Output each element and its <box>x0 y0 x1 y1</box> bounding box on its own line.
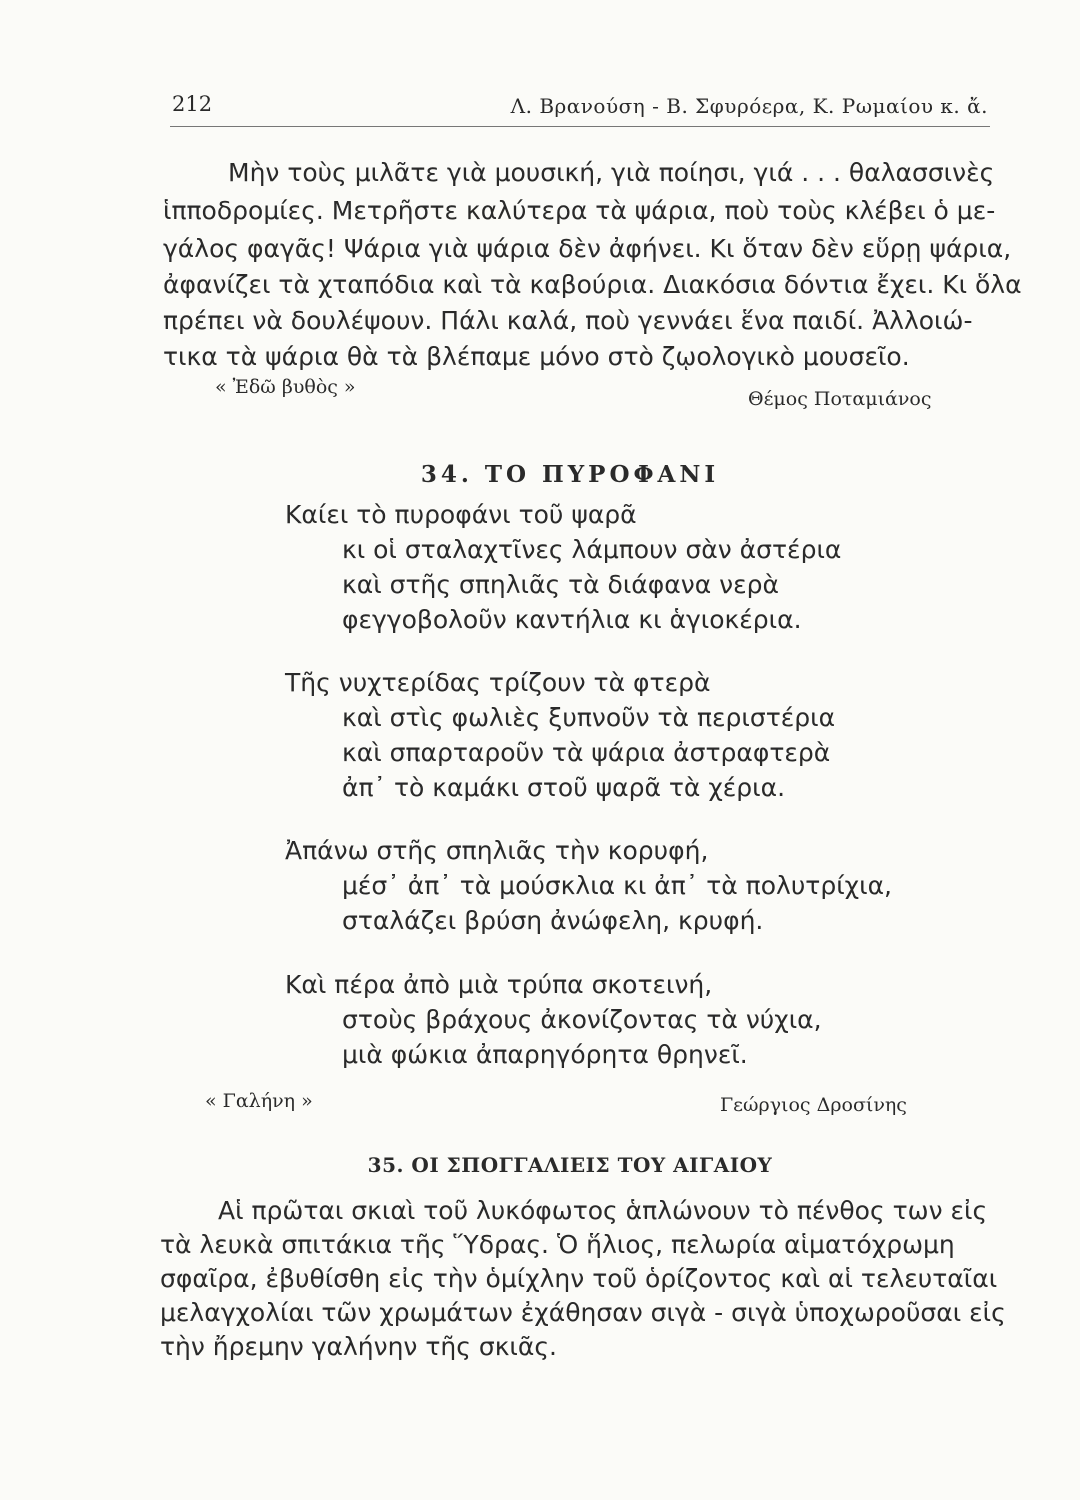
verse-line: φεγγοβολοῦν καντήλια κι ἁγιοκέρια. <box>342 605 802 634</box>
prose-line: σφαῖρα, ἐβυθίσθη εἰς τὴν ὁμίχλην τοῦ ὁρίζοντος καὶ αἱ τελευταῖαι <box>160 1264 998 1293</box>
running-title: Λ. Βρανούση - Β. Σφυρόερα, Κ. Ρωμαίου κ. ἄ. <box>510 94 988 118</box>
source-title: « Γαλήνη » <box>205 1090 313 1112</box>
section-heading: 35. ΟΙ ΣΠΟΓΓΑΛΙΕΙΣ ΤΟΥ ΑΙΓΑΙΟΥ <box>367 1153 773 1177</box>
verse-line: καὶ στῆς σπηλιᾶς τὰ διάφανα νερὰ <box>342 570 779 599</box>
prose-line: τὰ λευκὰ σπιτάκια τῆς Ὕδρας. Ὁ ἥλιος, πελωρία αἱματόχρωμη <box>160 1230 955 1259</box>
verse-line: μιὰ φώκια ἀπαρηγόρητα θρηνεῖ. <box>342 1040 748 1069</box>
verse-line: μέσ᾿ ἀπ᾿ τὰ μούσκλια κι ἀπ᾿ τὰ πολυτρίχια, <box>342 871 892 900</box>
prose-line: γάλος φαγᾶς! Ψάρια γιὰ ψάρια δὲν ἀφήνει. Κι ὅταν δὲν εὕρῃ ψάρια, <box>163 234 1012 263</box>
prose-line: μελαγχολίαι τῶν χρωμάτων ἐχάθησαν σιγὰ - σιγὰ ὑποχωροῦσαι εἰς <box>160 1298 1006 1327</box>
verse-line: ἀπ᾿ τὸ καμάκι στοῦ ψαρᾶ τὰ χέρια. <box>342 773 786 802</box>
prose-line: Μὴν τοὺς μιλᾶτε γιὰ μουσική, γιὰ ποίησι, γιά . . . θαλασσινὲς <box>228 158 995 187</box>
page-header <box>170 92 990 127</box>
prose-line: ἱπποδρομίες. Μετρῆστε καλύτερα τὰ ψάρια, ποὺ τοὺς κλέβει ὁ με- <box>163 196 996 225</box>
author-name: Γεώργιος Δροσίνης <box>720 1094 907 1116</box>
prose-line: τὴν ἤρεμην γαλήνην τῆς σκιᾶς. <box>160 1332 557 1361</box>
verse-line: Καὶ πέρα ἀπὸ μιὰ τρύπα σκοτεινή, <box>285 970 713 999</box>
source-title: « Ἐδῶ βυθὸς » <box>215 376 356 398</box>
section-heading: 34. ΤΟ ΠΥΡΟΦΑΝΙ <box>420 461 720 488</box>
verse-line: καὶ σπαρταροῦν τὰ ψάρια ἀστραφτερὰ <box>342 738 831 767</box>
prose-line: ἀφανίζει τὰ χταπόδια καὶ τὰ καβούρια. Διακόσια δόντια ἔχει. Κι ὅλα <box>163 270 1022 299</box>
verse-line: Τῆς νυχτερίδας τρίζουν τὰ φτερὰ <box>285 668 711 697</box>
author-name: Θέμος Ποταμιάνος <box>748 388 932 410</box>
verse-line: καὶ στὶς φωλιὲς ξυπνοῦν τὰ περιστέρια <box>342 703 836 732</box>
page-number: 212 <box>172 92 213 116</box>
verse-line: Ἀπάνω στῆς σπηλιᾶς τὴν κορυφή, <box>285 836 709 865</box>
verse-line: κι οἱ σταλαχτῖνες λάμπουν σὰν ἀστέρια <box>342 535 842 564</box>
prose-line: πρέπει νὰ δουλέψουν. Πάλι καλά, ποὺ γεννάει ἕνα παιδί. Ἀλλοιώ- <box>163 306 973 335</box>
prose-line: Αἱ πρῶται σκιαὶ τοῦ λυκόφωτος ἁπλώνουν τὸ πένθος των εἰς <box>218 1196 988 1225</box>
verse-line: σταλάζει βρύση ἀνώφελη, κρυφή. <box>342 906 764 935</box>
prose-line: τικα τὰ ψάρια θὰ τὰ βλέπαμε μόνο στὸ ζῳολογικὸ μουσεῖο. <box>163 342 910 371</box>
verse-line: στοὺς βράχους ἀκονίζοντας τὰ νύχια, <box>342 1005 822 1034</box>
verse-line: Καίει τὸ πυροφάνι τοῦ ψαρᾶ <box>285 500 637 529</box>
